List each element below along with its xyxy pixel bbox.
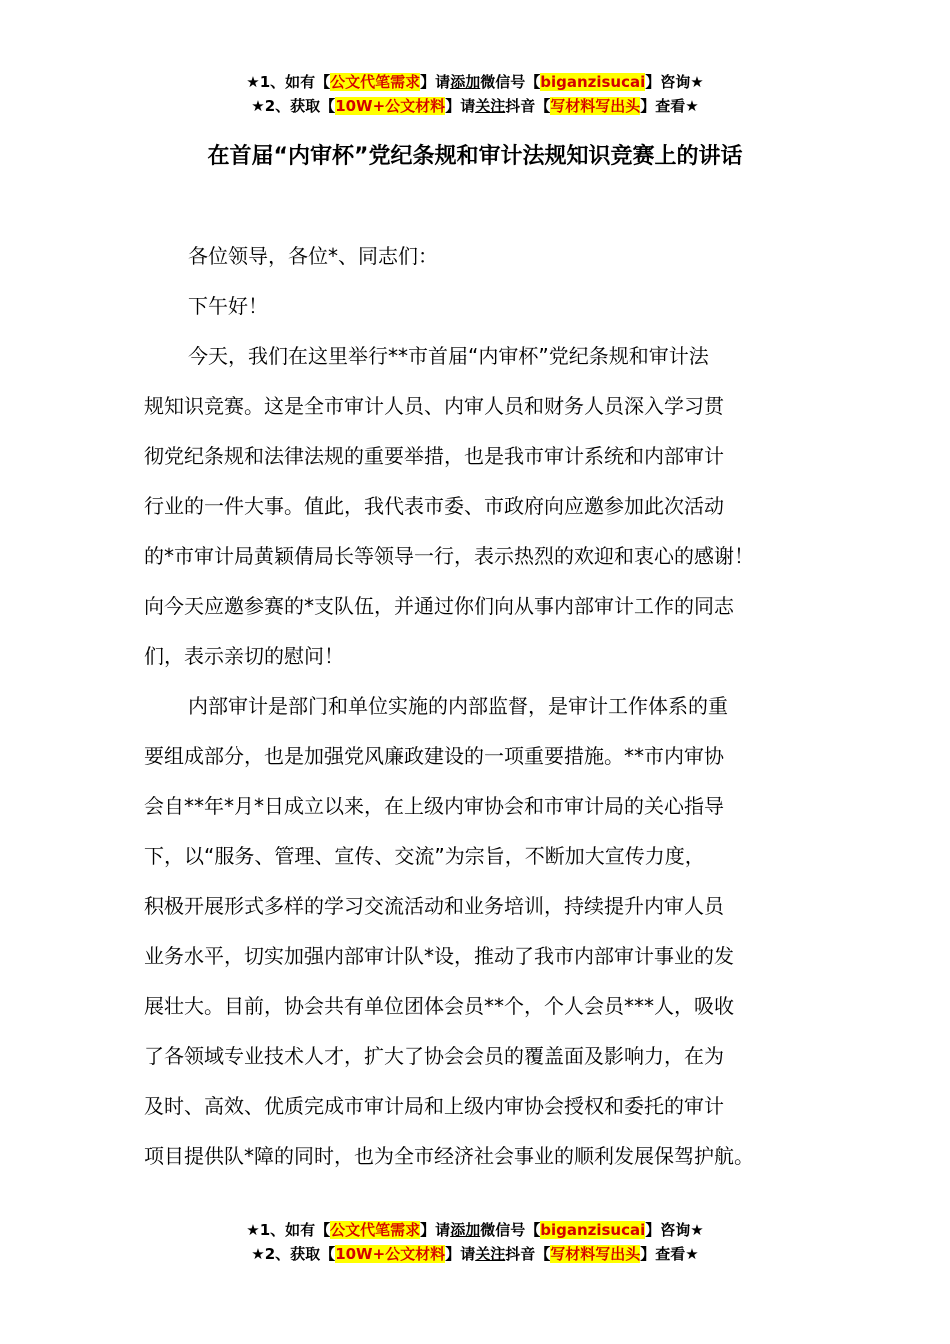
banner-text: 】查看★ (640, 1245, 699, 1263)
banner-text: 抖音【 (505, 1245, 551, 1263)
paragraph-1-line: 向今天应邀参赛的*支队伍，并通过你们向从事内部审计工作的同志 (144, 594, 734, 618)
paragraph-2-line: 积极开展形式多样的学习交流活动和业务培训，持续提升内审人员 (144, 894, 724, 918)
banner-line-2 (0, 1242, 950, 1266)
banner-text: 】咨询★ (645, 73, 704, 91)
paragraph-2-line: 项目提供队*障的同时，也为全市经济社会事业的顺利发展保驾护航。 (144, 1144, 754, 1168)
paragraph-2-line: 下，以“服务、管理、宣传、交流”为宗旨，不断加大宣传力度， (144, 844, 705, 868)
banner-text: 】请 (420, 1221, 451, 1239)
document-title: 在首届“内审杯”党纪条规和审计法规知识竞赛上的讲话 (207, 144, 743, 169)
banner-text: ★2、获取【 (251, 1245, 336, 1263)
header-banner (0, 70, 950, 118)
banner-text: 】请 (420, 73, 451, 91)
banner-highlight: 公文代笔需求 (330, 1221, 421, 1239)
banner-underline: 添加 (450, 1221, 481, 1239)
paragraph-2-line: 展壮大。目前，协会共有单位团体会员**个，个人会员***人，吸收 (144, 994, 734, 1018)
paragraph-2-line: 了各领域专业技术人才，扩大了协会会员的覆盖面及影响力，在为 (144, 1044, 724, 1068)
paragraph-2-line: 内部审计是部门和单位实施的内部监督，是审计工作体系的重 (188, 694, 728, 718)
greeting: 下午好！ (188, 294, 268, 318)
banner-text: 微信号【 (480, 73, 541, 91)
banner-line-1 (0, 70, 950, 94)
banner-text: 微信号【 (480, 1221, 541, 1239)
banner-highlight-wechat: biganzisucai (540, 73, 646, 91)
banner-line-1 (0, 1218, 950, 1242)
footer-banner (0, 1218, 950, 1266)
paragraph-1-line: 们，表示亲切的慰问！ (144, 644, 344, 668)
banner-underline: 添加 (450, 73, 481, 91)
paragraph-1-line: 行业的一件大事。值此，我代表市委、市政府向应邀参加此次活动 (144, 494, 724, 518)
paragraph-1-line: 今天，我们在这里举行**市首届“内审杯”党纪条规和审计法 (188, 344, 709, 368)
banner-highlight-douyin: 写材料写出头 (550, 1245, 641, 1263)
banner-highlight-douyin: 写材料写出头 (550, 97, 641, 115)
banner-text: ★1、如有【 (246, 1221, 331, 1239)
banner-text: ★2、获取【 (251, 97, 336, 115)
banner-text: 】查看★ (640, 97, 699, 115)
banner-highlight-wechat: biganzisucai (540, 1221, 646, 1239)
banner-text: 抖音【 (505, 97, 551, 115)
banner-text: ★1、如有【 (246, 73, 331, 91)
banner-highlight: 10W+公文材料 (335, 1245, 446, 1263)
banner-highlight: 10W+公文材料 (335, 97, 446, 115)
salutation: 各位领导，各位*、同志们： (188, 244, 438, 268)
document-body (144, 231, 834, 1181)
paragraph-2-line: 及时、高效、优质完成市审计局和上级内审协会授权和委托的审计 (144, 1094, 724, 1118)
paragraph-1-line: 规知识竞赛。这是全市审计人员、内审人员和财务人员深入学习贯 (144, 394, 724, 418)
paragraph-1-line: 的*市审计局黄颖倩局长等领导一行，表示热烈的欢迎和衷心的感谢！ (144, 544, 754, 568)
banner-underline: 关注 (475, 1245, 506, 1263)
banner-text: 】咨询★ (645, 1221, 704, 1239)
banner-line-2 (0, 94, 950, 118)
banner-text: 】请 (445, 97, 476, 115)
paragraph-2-line: 会自**年*月*日成立以来，在上级内审协会和市审计局的关心指导 (144, 794, 724, 818)
paragraph-1-line: 彻党纪条规和法律法规的重要举措，也是我市审计系统和内部审计 (144, 444, 724, 468)
paragraph-2-line: 要组成部分，也是加强党风廉政建设的一项重要措施。**市内审协 (144, 744, 724, 768)
banner-underline: 关注 (475, 97, 506, 115)
banner-highlight: 公文代笔需求 (330, 73, 421, 91)
banner-text: 】请 (445, 1245, 476, 1263)
paragraph-2-line: 业务水平，切实加强内部审计队*设，推动了我市内部审计事业的发 (144, 944, 734, 968)
